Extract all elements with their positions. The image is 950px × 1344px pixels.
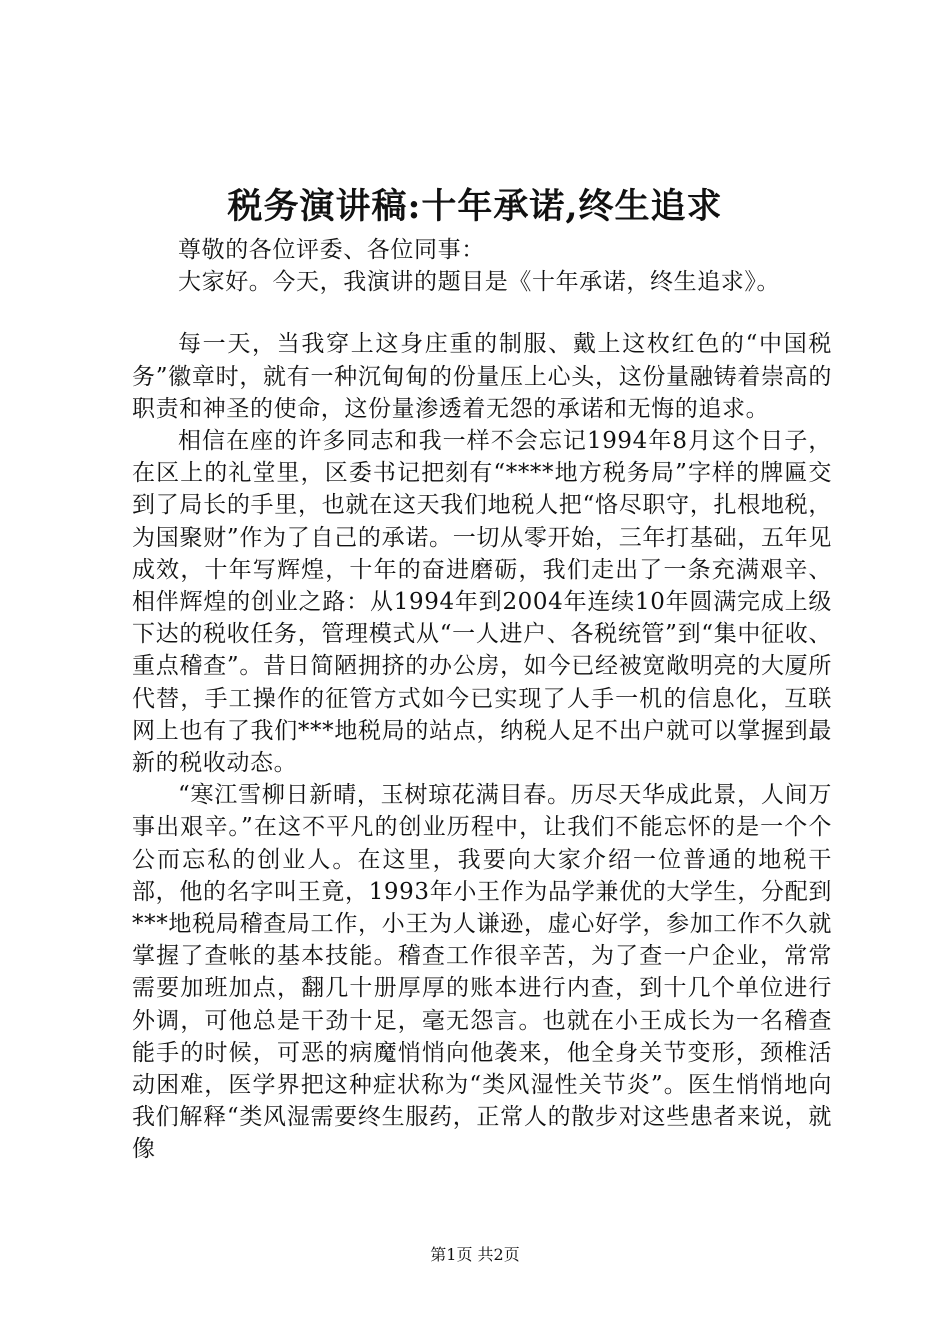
page-footer: 第1页 共2页	[430, 1245, 520, 1264]
body-paragraph: 每一天，当我穿上这身庄重的制服、戴上这枚红色的“中国税务”徽章时，就有一种沉甸甸的份量压上心头，这份量融铸着崇高的职责和神圣的使命，这份量渗透着无怨的承诺和无悔的追求。	[132, 331, 832, 422]
intro-paragraph: 大家好。今天，我演讲的题目是《十年承诺，终生追求》。	[178, 269, 781, 296]
document-title: 税务演讲稿:十年承诺,终生追求	[227, 186, 723, 227]
body-paragraph: “寒江雪柳日新晴，玉树琼花满目春。历尽天华成此景，人间万事出艰辛。”在这不平凡的创业历程中，让我们不能忘怀的是一个个公而忘私的创业人。在这里，我要向大家介绍一位普通的地税干部，他的名字叫王竟，1993年小王作为品学兼优的大学生，分配到***地税局稽查局工作，小王为人谦逊，虚心好学，参加工作不久就掌握了查帐的基本技能。稽查工作很辛苦，为了查一户企业，常常需要加班加点，翻几十册厚厚的账本进行内查，到十几个单位进行外调，可他总是干劲十足，毫无怨言。也就在小王成长为一名稽查能手的时候，可恶的病魔悄悄向他袭来，他全身关节变形，颈椎活动困难，医学界把这种症状称为“类风湿性关节炎”。医生悄悄地向我们解释“类风湿需要终生服药，正常人的散步对这些患者来说，就像	[132, 782, 832, 1163]
body-paragraph: 相信在座的许多同志和我一样不会忘记1994年8月这个日子，在区上的礼堂里，区委书记把刻有“****地方税务局”字样的牌匾交到了局长的手里，也就在这天我们地税人把“恪尽职守，扎根地税，为国聚财”作为了自己的承诺。一切从零开始，三年打基础，五年见成效，十年写辉煌，十年的奋进磨砺，我们走出了一条充满艰辛、相伴辉煌的创业之路：从1994年到2004年连续10年圆满完成上级下达的税收任务，管理模式从“一人进户、各税统管”到“集中征收、重点稽查”。昔日简陋拥挤的办公房，如今已经被宽敞明亮的大厦所代替，手工操作的征管方式如今已实现了人手一机的信息化，互联网上也有了我们***地税局的站点，纳税人足不出户就可以掌握到最新的税收动态。	[132, 428, 832, 777]
paragraph-spacer	[132, 298, 832, 328]
greeting-paragraph: 尊敬的各位评委、各位同事：	[178, 237, 485, 263]
document-body	[132, 234, 832, 1166]
